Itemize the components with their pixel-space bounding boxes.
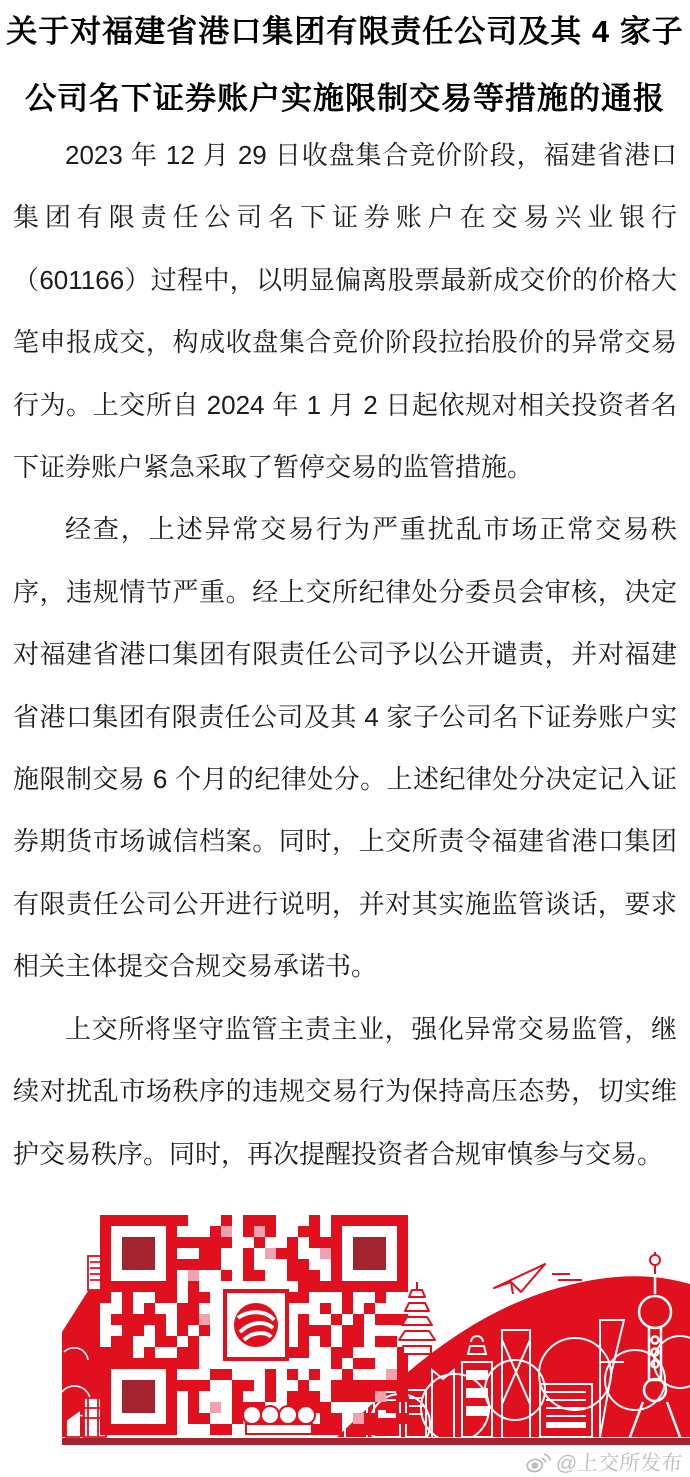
weibo-watermark — [525, 1447, 683, 1477]
sse-logo — [225, 1291, 287, 1359]
weibo-icon — [525, 1450, 553, 1474]
paragraph-2: 经查，上述异常交易行为严重扰乱市场正常交易秩序，违规情节严重。经上交所纪律处分委员会审核，决定对福建省港口集团有限责任公司予以公开谴责，并对福建省港口集团有限责任公司及其 4 家子公司名下证券账户实施限制交易 6 个月的纪律处分。上述纪律处分决定记入证券期货市场诚信档案。同时，上交所责令福建省港口集团有限责任公司公开进行说明，并对其实施监管谈话，要求相关主体提交合规交易承诺书。 — [13, 514, 677, 982]
footer-graphic — [0, 1212, 690, 1445]
watermark-text: @上交所发布 — [554, 1452, 683, 1475]
skyline-qr-illustration — [0, 1212, 690, 1445]
bottom-bar — [62, 1438, 690, 1445]
paragraph-1: 2023 年 12 月 29 日收盘集合竞价阶段，福建省港口集团有限责任公司名下证券账户在交易兴业银行（601166）过程中，以明显偏离股票最新成交价的价格大笔申报成交，构成收盘集合竞价阶段拉抬股价的异常交易行为。上交所自 2024 年 1 月 2 日起依规对相关投资者名下证券账户紧急采取了暂停交易的监管措施。 — [13, 140, 677, 483]
announcement-body — [13, 124, 677, 1185]
title-line-2: 公司名下证券账户实施限制交易等措施的通报 — [25, 81, 665, 116]
page-title — [6, 0, 684, 132]
paragraph-3: 上交所将坚守监管主责主业，强化异常交易监管，继续对扰乱市场秩序的违规交易行为保持高压态势，切实维护交易秩序。同时，再次提醒投资者合规审慎参与交易。 — [13, 1013, 677, 1169]
title-line-1: 关于对福建省港口集团有限责任公司及其 4 家子 — [6, 14, 684, 49]
left-cloud-wedge — [62, 1256, 106, 1437]
